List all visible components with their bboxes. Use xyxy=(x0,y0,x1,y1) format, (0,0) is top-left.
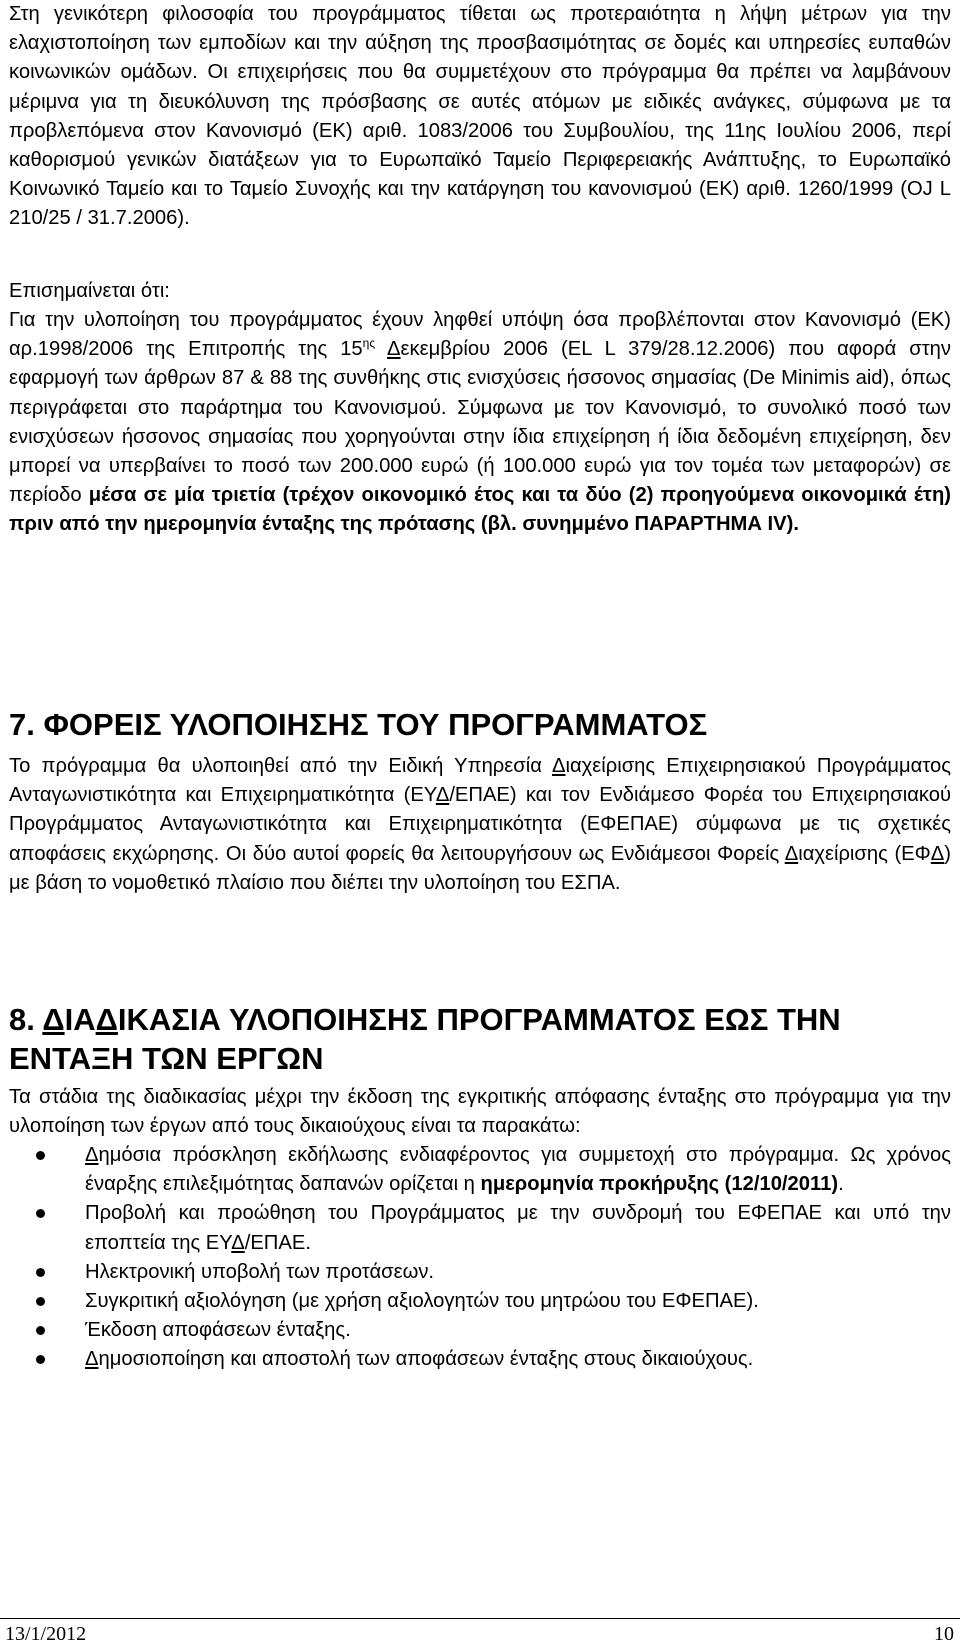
list-item xyxy=(9,1345,951,1374)
text-run: /ΕΠΑΕ) και τον Ενδιάμεσο Φορέα του Επιχειρησιακού Προγράμματος Ανταγωνιστικότητα και Επιχειρηματικότητα (ΕΦΕΠΑΕ) σύμφωνα με τις σχετικές αποφάσεις εκχώρησης. Οι δύο αυτοί φορείς θα λειτουργήσουν ως Ενδιάμεσοι Φορείς xyxy=(9,784,951,865)
bullet-icon xyxy=(36,1326,45,1335)
heading-run: ΙΑ xyxy=(64,1002,96,1037)
underlined-letter: Δ xyxy=(930,842,945,865)
text-run: . xyxy=(838,1173,844,1196)
section-7-heading: 7. ΦΟΡΕΙΣ ΥΛΟΠΟΙΗΣΗΣ ΤΟΥ ΠΡΟΓΡΑΜΜΑΤΟΣ xyxy=(9,707,708,742)
text-run: Συγκριτική αξιολόγηση (με χρήση αξιολογητών του μητρώου του ΕΦΕΠΑΕ). xyxy=(85,1290,759,1313)
underlined-letter: Δ xyxy=(231,1231,245,1254)
list-item xyxy=(9,1199,951,1257)
footer-divider xyxy=(0,1618,960,1619)
text-run: Το πρόγραμμα θα υλοποιηθεί από την Ειδική Υπηρεσία xyxy=(9,755,552,777)
page-number: 10 xyxy=(934,1623,954,1645)
section-8-intro: Τα στάδια της διαδικασίας μέχρι την έκδοση της εγκριτικής απόφασης ένταξης στο πρόγραμμα για την υλοποίηση των έργων από τους δικαιούχους είναι τα παρακάτω: xyxy=(9,1086,951,1138)
bullet-icon xyxy=(36,1297,45,1306)
underlined-letter: Δ xyxy=(42,1002,65,1037)
bold-text: ημερομηνία προκήρυξης (12/10/2011) xyxy=(480,1173,839,1196)
text-run: Για την υλοποίηση του προγράμματος έχουν ληφθεί υπόψη όσα προβλέπονται στον Κανονισμό (ΕΚ) αρ.1998/2006 της Επιτροπής της 15 xyxy=(9,309,951,361)
list-item xyxy=(9,1287,951,1316)
text-run: ημόσια πρόσκληση εκδήλωσης ενδιαφέροντος για συμμετοχή στο πρόγραμμα. Ως χρόνος έναρξης επιλεξιμότητας δαπανών ορίζεται η xyxy=(85,1144,951,1196)
list-item xyxy=(9,1141,951,1199)
heading-run: ΙΚΑΣΙΑ ΥΛΟΠΟΙΗΣΗΣ ΠΡΟΓΡΑΜΜΑΤΟΣ ΕΩΣ ΤΗΝ ΕΝΤΑΞΗ ΤΩΝ ΕΡΓΩΝ xyxy=(9,1002,841,1076)
section-8-heading xyxy=(9,1000,951,1078)
bold-text: . xyxy=(793,513,799,536)
bullet-icon xyxy=(36,1355,45,1364)
underlined-letter: Δ xyxy=(784,842,799,865)
text-run: εκεμβρίου 2006 (EL L 379/28.12.2006) που αφορά στην εφαρμογή των άρθρων 87 & 88 της συνθήκης στις ενισχύσεις ήσσονος σημασίας (De Minimis aid), όπως περιγράφεται στο παράρτημα του Κανονισμού. Σύμφωνα με τον Κανονισμό, το συνολικό ποσό των ενισχύσεων ήσσονος σημασίας που χορηγούνται στην ίδια επιχείρηση ή ίδια δεδομένη επιχείρηση, δεν μπορεί να υπερβαίνει το ποσό των 200.000 ευρώ (ή 100.000 ευρώ για τον τομέα των μεταφορών) σε περίοδο xyxy=(9,338,951,507)
bullet-icon xyxy=(36,1268,45,1277)
text-run: ιαχείρισης Επιχειρησιακού Προγράμματος Ανταγωνιστικότητα και Επιχειρηματικότητα (ΕΥ xyxy=(9,755,951,807)
bullet-icon xyxy=(36,1209,45,1218)
section-7-text xyxy=(9,752,951,898)
text-run: Ηλεκτρονική υποβολή των προτάσεων. xyxy=(85,1260,435,1283)
underlined-letter: Δ xyxy=(551,755,566,777)
paragraph-de-minimis xyxy=(9,306,951,540)
paragraph-accessibility: Στη γενικότερη φιλοσοφία του προγράμματος τίθεται ως προτεραιότητα η λήψη μέτρων για την ελαχιστοποίηση των εμποδίων και την αύξηση της προσβασιμότητας σε δομές και υπηρεσίες ευπαθών κοινωνικών ομάδων. Οι επιχειρήσεις που θα συμμετέχουν στο πρόγραμμα θα πρέπει να λαμβάνουν μέριμνα για τη διευκόλυνση της πρόσβασης σε αυτές ατόμων με ειδικές ανάγκες, σύμφωνα με τα προβλεπόμενα στον Κανονισμό (ΕΚ) αριθ. 1083/2006 του Συμβουλίου, της 11ης Ιουλίου 2006, περί καθορισμού γενικών διατάξεων για το Ευρωπαϊκό Ταμείο Περιφερειακής Ανάπτυξης, το Ευρωπαϊκό Κοινωνικό Ταμείο και το Ταμείο Συνοχής και την κατάργηση του κανονισμού (ΕΚ) αριθ. 1260/1999 (OJ L 210/25 / 31.7.2006). xyxy=(9,3,951,230)
stages-list xyxy=(9,1141,951,1375)
list-item xyxy=(9,1316,951,1345)
underlined-letter: Δ xyxy=(435,784,450,807)
underlined-letter: Δ xyxy=(95,1002,118,1037)
text-run: Έκδοση αποφάσεων ένταξης. xyxy=(85,1319,351,1342)
footer-date: 13/1/2012 xyxy=(5,1623,87,1645)
text-run: Προβολή και προώθηση του Προγράμματος με την συνδρομή του ΕΦΕΠΑΕ και υπό την εποπτεία της ΕΥ xyxy=(85,1202,951,1254)
text-run xyxy=(375,338,387,360)
superscript: ης xyxy=(362,336,376,351)
text-run: ημοσιοποίηση και αποστολή των αποφάσεων ένταξης στους δικαιούχους. xyxy=(98,1348,754,1371)
bold-text: μέσα σε μία τριετία (τρέχον οικονομικό έτος και τα δύο (2) προηγούμενα οικονομικά έτη) πριν από την ημερομηνία ένταξης της πρότασης (βλ. συνημμένο ΠΑΡΑΡΤΗΜΑ IV) xyxy=(9,484,951,536)
bullet-icon xyxy=(36,1151,45,1160)
text-run: /ΕΠΑΕ. xyxy=(244,1231,311,1254)
text-run: ιαχείρισης (ΕΦ xyxy=(798,842,931,865)
underlined-letter: Δ xyxy=(85,1144,99,1166)
heading-run: 8. xyxy=(9,1002,43,1037)
underlined-letter: Δ xyxy=(85,1348,99,1371)
text-run: ) με βάση το νομοθετικό πλαίσιο που διέπει την υλοποίηση του ΕΣΠΑ. xyxy=(9,842,951,894)
note-label: Επισημαίνεται ότι: xyxy=(9,280,170,302)
list-item xyxy=(9,1258,951,1287)
underlined-letter: Δ xyxy=(387,338,401,361)
